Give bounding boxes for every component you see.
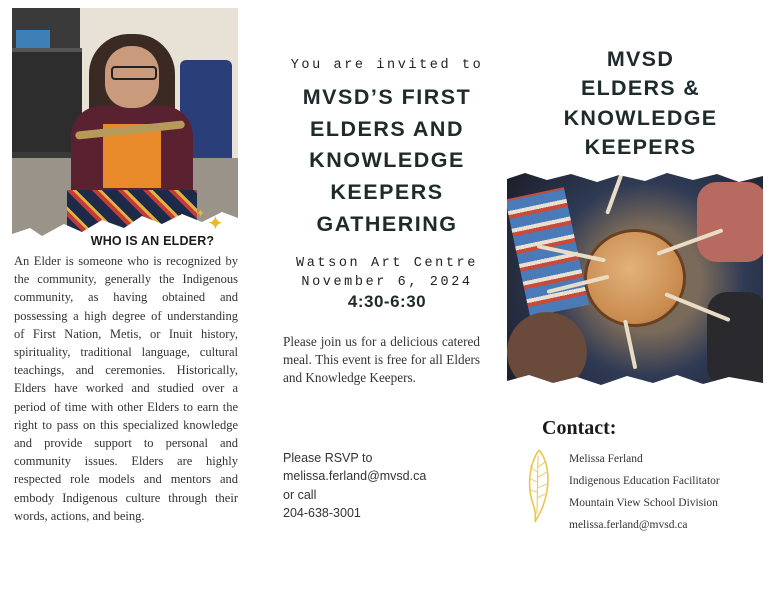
event-title xyxy=(262,82,512,241)
rsvp-phone[interactable]: 204-638-3001 xyxy=(283,505,361,520)
venue-info xyxy=(262,254,512,292)
elder-description: An Elder is someone who is recognized by the community, generally the Indigenous community, as having obtained and possessing a high degree of understanding of First Nation, Metis, or Inuit history, spirituality, traditional language, cultural teachings, and ceremonies. Historically, Elders have worked and studied over a period of time with other Elders to earn the right to pass on this specialized knowledge and provide support to personal and community issues. Elders are highly respected role models and mentors and embody Indigenous culture through their words, actions, and being. xyxy=(14,254,238,523)
cover-title xyxy=(505,45,776,163)
event-title-line: ELDERS AND xyxy=(310,116,464,141)
event-title-line: MVSD’S FIRST xyxy=(302,85,472,109)
event-date: November 6, 2024 xyxy=(301,275,473,290)
cover-title-line: MVSD xyxy=(606,47,675,71)
right-panel xyxy=(505,0,776,600)
contact-name: Melissa Ferland xyxy=(569,453,643,465)
rsvp-line: or call xyxy=(283,487,317,502)
feather-icon xyxy=(523,448,553,524)
middle-panel xyxy=(262,0,512,600)
cover-title-line: KNOWLEDGE xyxy=(563,105,718,130)
event-title-line: KNOWLEDGE xyxy=(309,148,465,173)
rsvp-block xyxy=(283,449,503,522)
elder-heading: WHO IS AN ELDER? xyxy=(90,234,215,248)
event-title-line: KEEPERS xyxy=(330,180,444,205)
event-time: 4:30-6:30 xyxy=(347,292,427,311)
cover-title-line: ELDERS & xyxy=(580,76,701,101)
rsvp-email-link[interactable]: melissa.ferland@mvsd.ca xyxy=(283,469,427,484)
rsvp-line: Please RSVP to xyxy=(283,451,373,465)
contact-organization: Mountain View School Division xyxy=(569,497,718,509)
contact-heading: Contact: xyxy=(542,417,617,439)
join-text: Please join us for a delicious catered meal. This event is free for all Elders and Knowledge Keepers. xyxy=(283,334,480,385)
invited-text: You are invited to xyxy=(290,58,484,73)
contact-details xyxy=(569,448,774,536)
event-title-line: GATHERING xyxy=(316,211,458,236)
cover-title-line: KEEPERS xyxy=(584,135,697,160)
left-panel xyxy=(0,0,250,600)
sparkle-icon: ✦ xyxy=(196,207,206,220)
venue-name: Watson Art Centre xyxy=(296,256,478,271)
contact-email-link[interactable]: melissa.ferland@mvsd.ca xyxy=(569,519,688,531)
sparkle-icon: ✦ xyxy=(207,211,224,235)
contact-role: Indigenous Education Facilitator xyxy=(569,475,720,487)
drum-circle-photo xyxy=(507,172,763,387)
